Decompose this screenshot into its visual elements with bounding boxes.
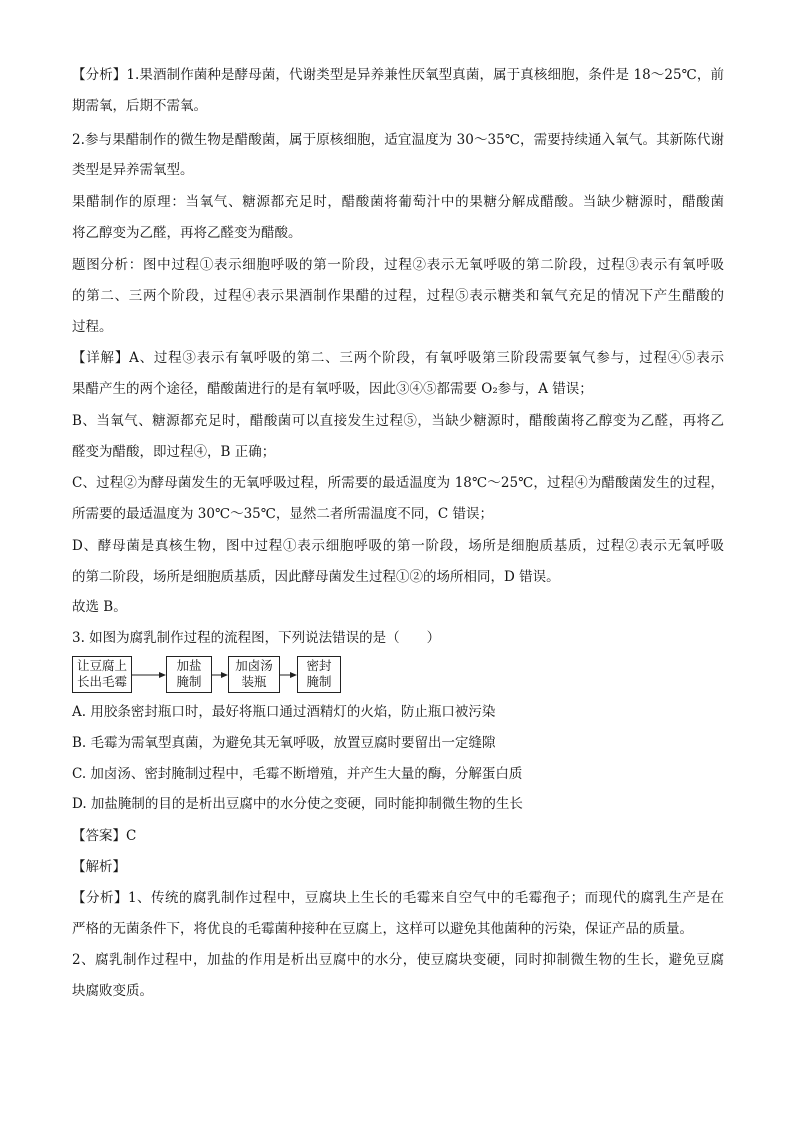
flow-step-text: 让豆腐上 (76, 658, 127, 673)
detail-b-line: B、当氧气、糖源都充足时，醋酸菌可以直接发生过程⑤，当缺少糖源时，醋酸菌将乙醇变为乙醛，再将乙 (72, 413, 724, 429)
conclusion: 故选 B。 (72, 599, 127, 615)
flow-step-2 (166, 656, 212, 693)
answer: 【答案】C (72, 828, 137, 844)
q3-analysis-line: 【分析】1、传统的腐乳制作过程中，豆腐块上生长的毛霉来自空气中的毛霉孢子；而现代的腐乳生产是在 (72, 890, 724, 906)
detail-b-line: 醛变为醋酸，即过程④，B 正确； (72, 444, 276, 460)
flow-step-text: 密封 (306, 658, 332, 673)
figure-analysis-line: 过程。 (72, 319, 113, 335)
flow-step-4 (297, 656, 341, 693)
option-a: A. 用胶条密封瓶口时，最好将瓶口通过酒精灯的火焰，防止瓶口被污染 (72, 704, 496, 720)
option-c: C. 加卤汤、密封腌制过程中，毛霉不断增殖，并产生大量的酶，分解蛋白质 (72, 766, 523, 782)
q3-analysis-line: 块腐败变质。 (72, 983, 153, 999)
analysis-line: 【分析】1.果酒制作菌种是酵母菌，代谢类型是异养兼性厌氧型真菌，属于真核细胞，条件是 18～25℃，前 (72, 67, 724, 83)
principle-line: 将乙醇变为乙醛，再将乙醛变为醋酸。 (72, 225, 302, 241)
flow-step-text: 装瓶 (241, 674, 267, 689)
flow-arrow-icon (212, 669, 228, 681)
analysis-line: 类型是异养需氧型。 (72, 162, 194, 178)
flow-step-1 (72, 656, 132, 693)
flow-step-text: 腌制 (176, 674, 202, 689)
detail-c-line: 所需要的最适温度为 30℃～35℃，显然二者所需温度不同，C 错误； (72, 506, 493, 522)
flow-arrow-icon (132, 669, 166, 681)
analysis-line: 2.参与果醋制作的微生物是醋酸菌，属于原核细胞，适宜温度为 30～35℃，需要持续通入氧气。其新陈代谢 (72, 132, 724, 148)
principle-line: 果醋制作的原理：当氧气、糖源都充足时，醋酸菌将葡萄汁中的果糖分解成醋酸。当缺少糖源时，醋酸菌 (72, 194, 724, 210)
q3-analysis-line: 严格的无菌条件下，将优良的毛霉菌种接种在豆腐上，这样可以避免其他菌种的污染，保证产品的质量。 (72, 921, 693, 937)
q3-analysis-line: 2、腐乳制作过程中，加盐的作用是析出豆腐中的水分，使豆腐块变硬，同时抑制微生物的生长，避免豆腐 (72, 952, 724, 968)
flow-arrow-icon (280, 669, 297, 681)
explanation-heading: 【解析】 (72, 859, 126, 875)
flow-step-3 (228, 656, 280, 693)
option-d: D. 加盐腌制的目的是析出豆腐中的水分使之变硬，同时能抑制微生物的生长 (72, 796, 523, 812)
figure-analysis-line: 的第二、三两个阶段，过程④表示果酒制作果醋的过程，过程⑤表示糖类和氧气充足的情况下产生醋酸的 (72, 288, 724, 304)
detail-d-line: 的第二阶段，场所是细胞质基质，因此酵母菌发生过程①②的场所相同，D 错误。 (72, 569, 560, 585)
flow-step-text: 加卤汤 (235, 658, 273, 673)
flow-step-text: 加盐 (176, 658, 202, 673)
flow-step-text: 长出毛霉 (76, 674, 127, 689)
detail-c-line: C、过程②为酵母菌发生的无氧呼吸过程，所需要的最适温度为 18℃～25℃，过程④为醋酸菌发生的过程， (72, 475, 724, 491)
question-stem: 3. 如图为腐乳制作过程的流程图，下列说法错误的是（ ） (72, 630, 441, 646)
figure-analysis-line: 题图分析：图中过程①表示细胞呼吸的第一阶段，过程②表示无氧呼吸的第二阶段，过程③表示有氧呼吸 (72, 257, 724, 273)
detail-a-line: 【详解】A、过程③表示有氧呼吸的第二、三两个阶段，有氧呼吸第三阶段需要氧气参与，过程④⑤表示 (72, 350, 724, 366)
analysis-line: 期需氧，后期不需氧。 (72, 98, 207, 114)
option-b: B. 毛霉为需氧型真菌，为避免其无氧呼吸，放置豆腐时要留出一定缝隙 (72, 735, 496, 751)
flow-step-text: 腌制 (306, 674, 332, 689)
detail-a-line: 果醋产生的两个途径，醋酸菌进行的是有氧呼吸，因此③④⑤都需要 O₂参与，A 错误； (72, 381, 593, 397)
detail-d-line: D、酵母菌是真核生物，图中过程①表示细胞呼吸的第一阶段，场所是细胞质基质，过程②表示无氧呼吸 (72, 538, 724, 554)
